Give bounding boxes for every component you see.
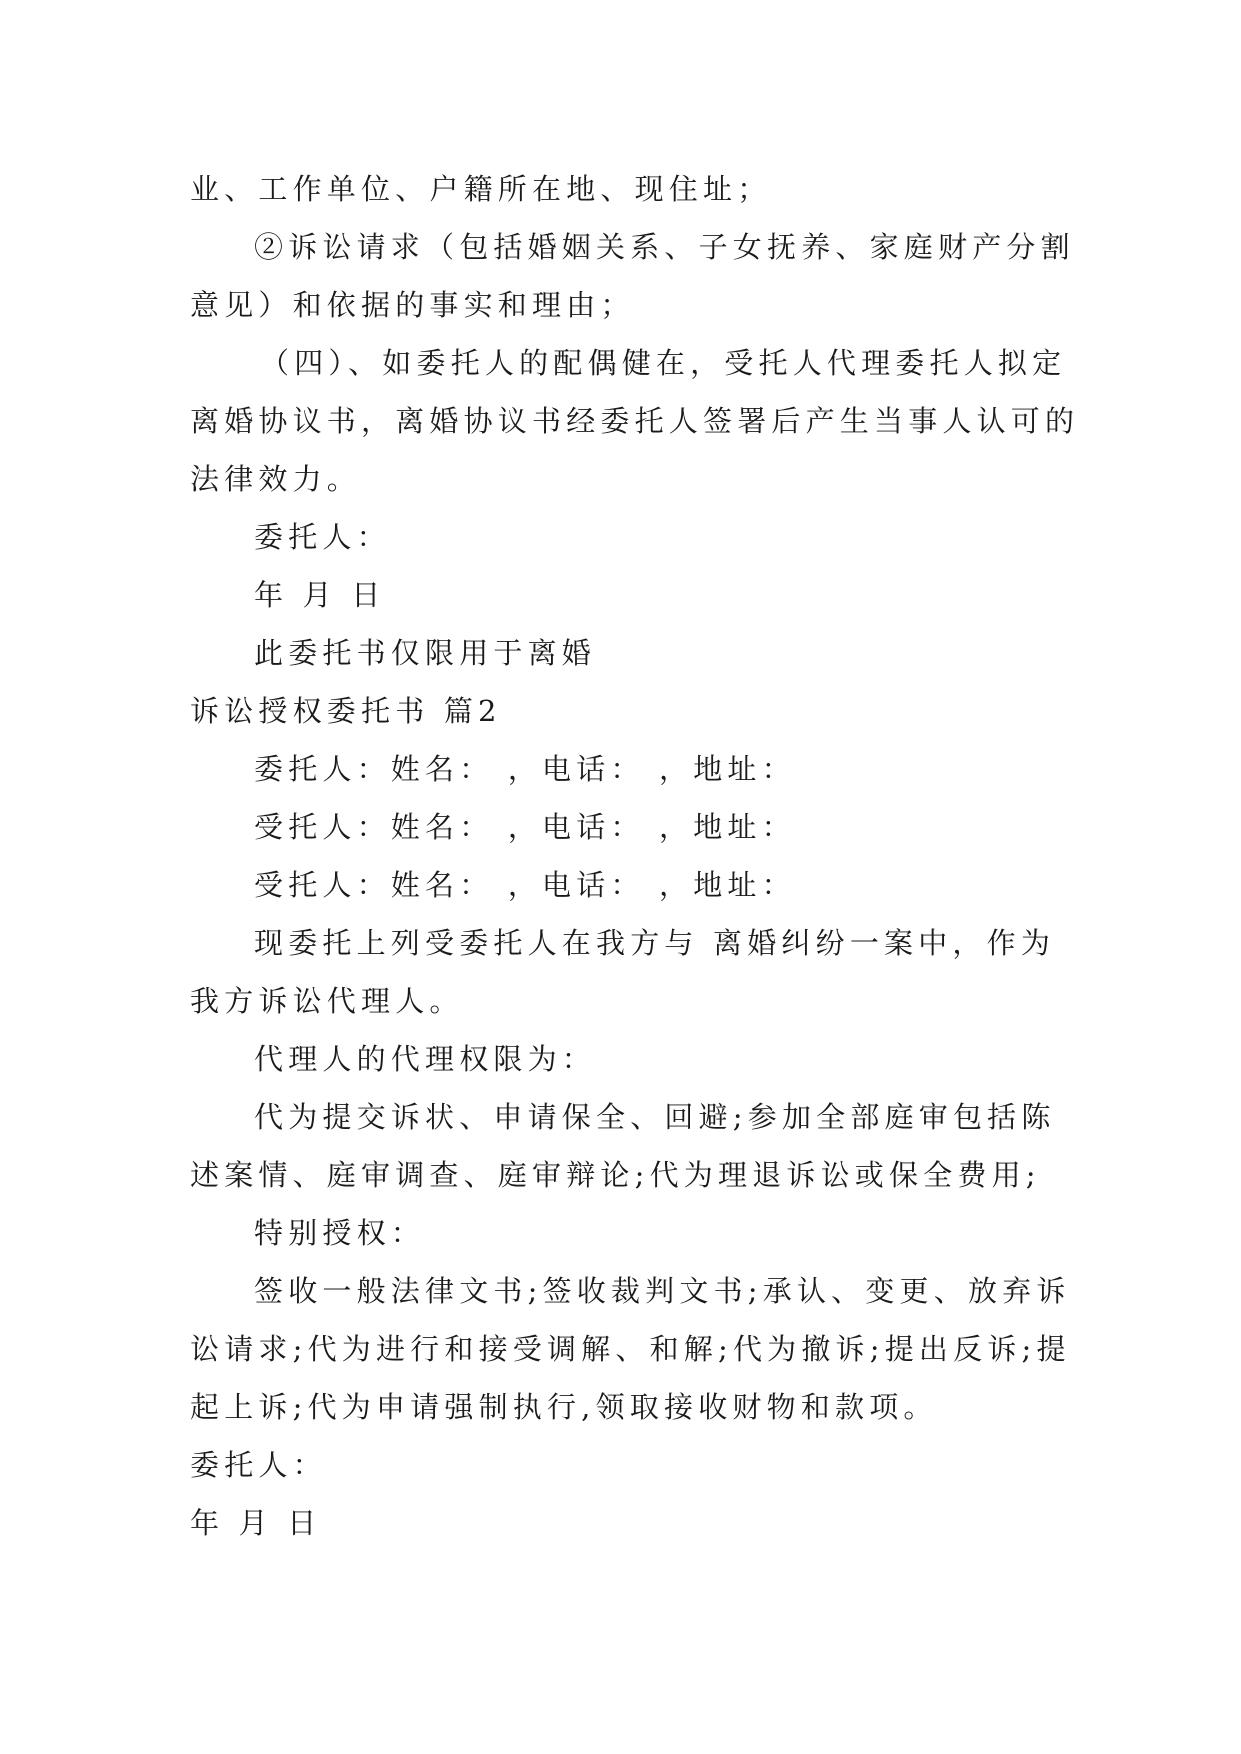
text-line: 特别授权： xyxy=(254,1216,426,1250)
text-line: 业、工作单位、户籍所在地、现住址； xyxy=(190,172,772,206)
document-body xyxy=(190,160,1080,1552)
text-line: 受托人：姓名： ，电话： ，地址： xyxy=(254,810,796,844)
signature-label: 委托人： xyxy=(254,520,391,554)
text-line: 意见）和依据的事实和理由； xyxy=(190,288,635,322)
signature-label: 委托人： xyxy=(190,1448,327,1482)
text-line: 讼请求;代为进行和接受调解、和解;代为撤诉;提出反诉;提 xyxy=(190,1332,1071,1366)
text-line: 受托人：姓名： ，电话： ，地址： xyxy=(254,868,796,902)
text-line: （四）、如委托人的配偶健在，受托人代理委托人拟定 xyxy=(260,346,1067,380)
text-line: 现委托上列受委托人在我方与 离婚纠纷一案中，作为 xyxy=(254,926,1056,960)
text-line: 法律效力。 xyxy=(190,462,362,496)
text-line: 代为提交诉状、申请保全、回避;参加全部庭审包括陈 xyxy=(254,1100,1056,1134)
section-heading: 诉讼授权委托书 篇2 xyxy=(190,694,502,728)
text-line: 委托人：姓名： ，电话： ，地址： xyxy=(254,752,796,786)
text-line: 起上诉;代为申请强制执行,领取接收财物和款项。 xyxy=(190,1390,938,1424)
text-line: 代理人的代理权限为： xyxy=(254,1042,597,1076)
text-line: ②诉讼请求（包括婚姻关系、子女抚养、家庭财产分割 xyxy=(254,230,1075,264)
text-line: 离婚协议书，离婚协议书经委托人签署后产生当事人认可的 xyxy=(190,404,1080,438)
date-placeholder: 年 月 日 xyxy=(254,578,386,612)
text-line: 我方诉讼代理人。 xyxy=(190,984,464,1018)
text-line: 此委托书仅限用于离婚 xyxy=(254,636,597,670)
text-line: 签收一般法律文书;签收裁判文书;承认、变更、放弃诉 xyxy=(254,1274,1071,1308)
text-line: 述案情、庭审调查、庭审辩论;代为理退诉讼或保全费用; xyxy=(190,1158,1041,1192)
date-placeholder: 年 月 日 xyxy=(190,1506,322,1540)
